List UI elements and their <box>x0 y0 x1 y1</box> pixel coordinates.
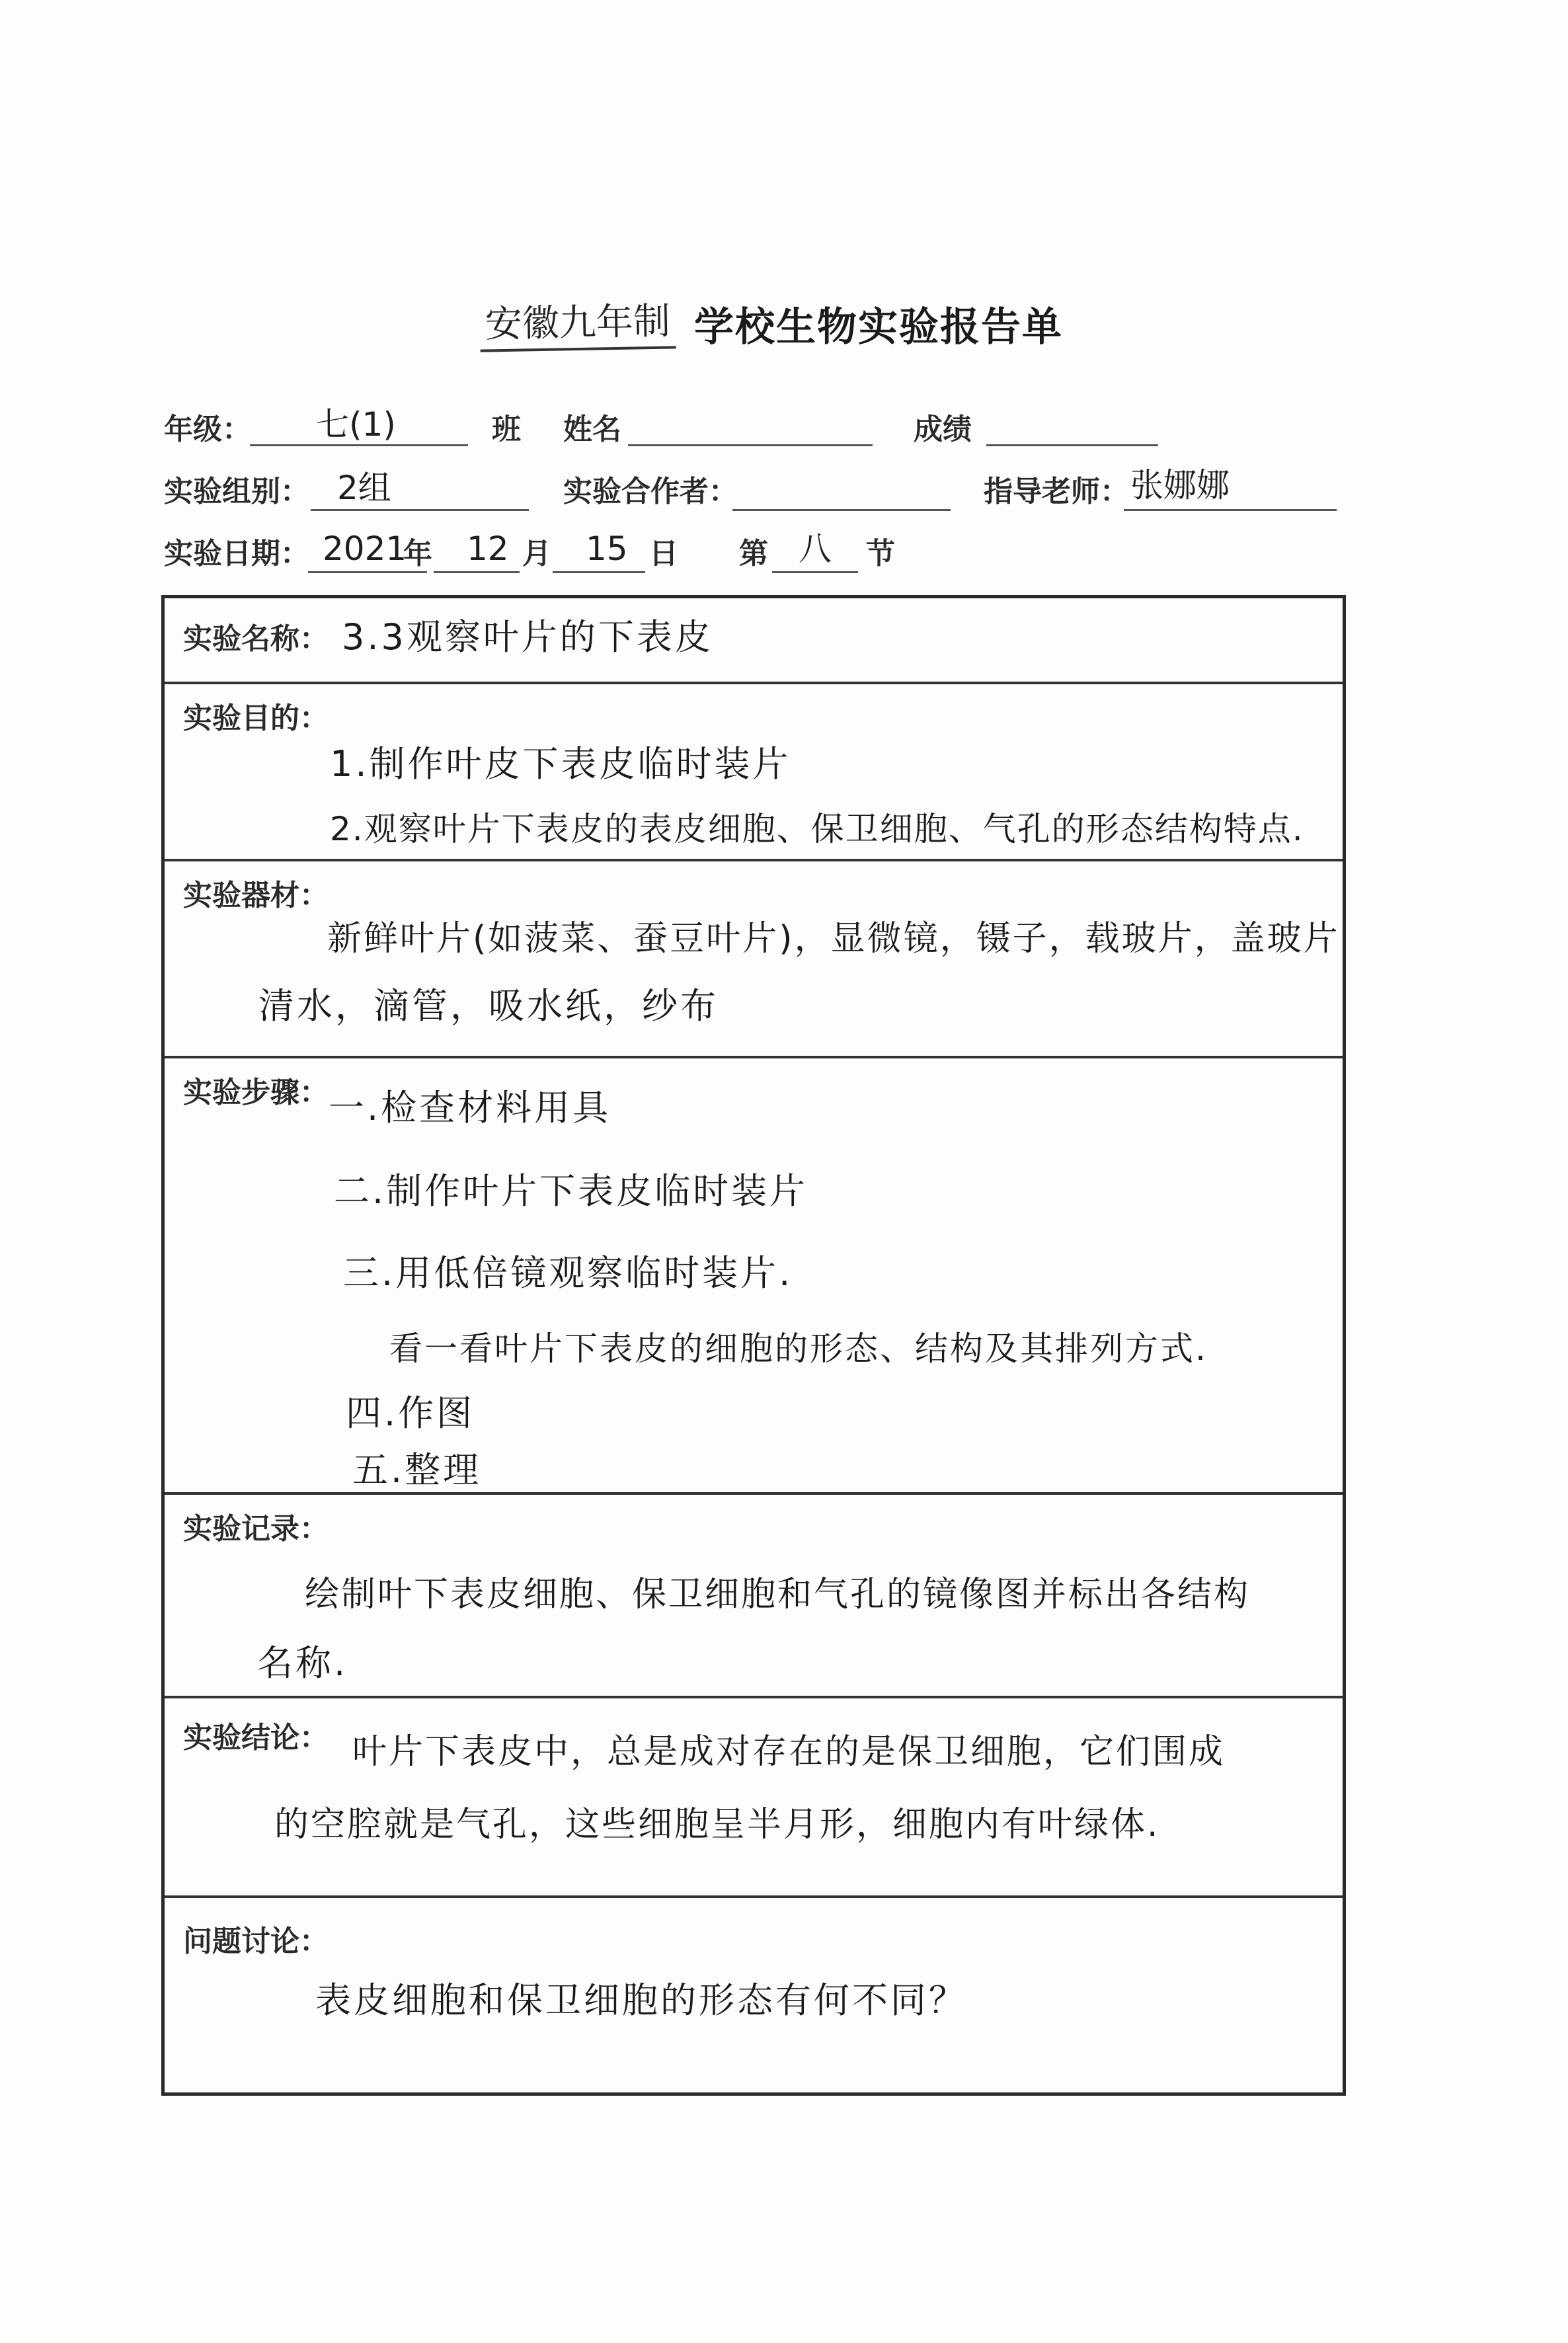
date-label: 实验日期： <box>164 537 309 571</box>
score-field <box>986 407 1158 446</box>
day-label: 日 <box>649 537 678 571</box>
partner-field <box>732 472 951 511</box>
record-line-2: 名称. <box>257 1642 348 1684</box>
section-conclusion-label: 实验结论： <box>183 1721 329 1755</box>
period-prefix: 第 <box>739 537 768 571</box>
teacher-value: 张娜娜 <box>1130 466 1230 504</box>
materials-line-1: 新鲜叶片(如菠菜、蚕豆叶片)，显微镜，镊子，载玻片，盖玻片 <box>327 919 1340 959</box>
report-table <box>161 595 1346 2096</box>
section-steps <box>165 1056 1343 1492</box>
step-4: 四.作图 <box>346 1392 475 1434</box>
section-purpose-label: 实验目的： <box>183 701 329 735</box>
period-suffix: 节 <box>866 537 895 571</box>
grade-value: 七(1) <box>316 405 396 444</box>
partner-label: 实验合作者： <box>563 475 738 508</box>
month-label: 月 <box>522 537 551 571</box>
section-record-label: 实验记录： <box>183 1512 329 1546</box>
school-name-handwritten: 安徽九年制 <box>479 298 676 352</box>
name-field <box>628 407 873 446</box>
section-name <box>165 598 1343 682</box>
section-purpose <box>165 682 1343 859</box>
grade-field <box>250 407 468 446</box>
section-discussion-label: 问题讨论： <box>183 1925 329 1958</box>
section-materials <box>165 859 1343 1056</box>
month-field <box>434 530 520 573</box>
year-label: 年 <box>403 537 432 571</box>
grade-label: 年级： <box>164 413 251 446</box>
teacher-field <box>1124 466 1337 511</box>
section-materials-label: 实验器材： <box>183 879 329 912</box>
day-value: 15 <box>586 530 628 568</box>
day-field <box>553 530 645 573</box>
step-3: 三.用低倍镜观察临时装片. <box>343 1252 793 1294</box>
step-1: 一.检查材料用具 <box>329 1087 611 1129</box>
period-field <box>772 530 858 573</box>
score-label: 成绩 <box>914 413 972 446</box>
step-3-detail: 看一看叶片下表皮的细胞的形态、结构及其排列方式. <box>389 1330 1208 1368</box>
month-value: 12 <box>467 530 509 568</box>
record-line-1: 绘制叶下表皮细胞、保卫细胞和气孔的镜像图并标出各结构 <box>305 1575 1251 1614</box>
title-row <box>480 291 1063 350</box>
conclusion-line-1: 叶片下表皮中，总是成对存在的是保卫细胞，它们围成 <box>352 1732 1226 1772</box>
section-steps-label: 实验步骤： <box>183 1076 329 1109</box>
period-value: 八 <box>799 530 832 568</box>
purpose-line-1: 1.制作叶皮下表皮临时装片 <box>330 743 791 785</box>
experiment-name: 3.3观察叶片的下表皮 <box>342 616 713 658</box>
conclusion-line-2: 的空腔就是气孔，这些细胞呈半月形，细胞内有叶绿体. <box>274 1805 1160 1845</box>
group-value: 2组 <box>337 469 391 507</box>
discussion-line-1: 表皮细胞和保卫细胞的形态有何不同？ <box>315 1979 967 2021</box>
section-conclusion <box>165 1696 1343 1895</box>
teacher-label: 指导老师： <box>984 475 1129 508</box>
materials-line-2: 清水，滴管，吸水纸，纱布 <box>258 985 719 1027</box>
section-discussion <box>165 1895 1343 2092</box>
page-title: 学校生物实验报告单 <box>694 304 1063 350</box>
section-record <box>165 1492 1343 1696</box>
class-label: 班 <box>492 413 521 446</box>
group-field <box>311 469 529 511</box>
name-label: 姓名 <box>563 413 621 446</box>
step-2: 二.制作叶片下表皮临时装片 <box>334 1170 808 1212</box>
step-5: 五.整理 <box>352 1449 482 1491</box>
group-label: 实验组别： <box>164 475 309 508</box>
purpose-line-2: 2.观察叶片下表皮的表皮细胞、保卫细胞、气孔的形态结构特点. <box>330 810 1304 848</box>
section-name-label: 实验名称： <box>183 622 329 656</box>
year-value: 2021 <box>323 530 407 568</box>
